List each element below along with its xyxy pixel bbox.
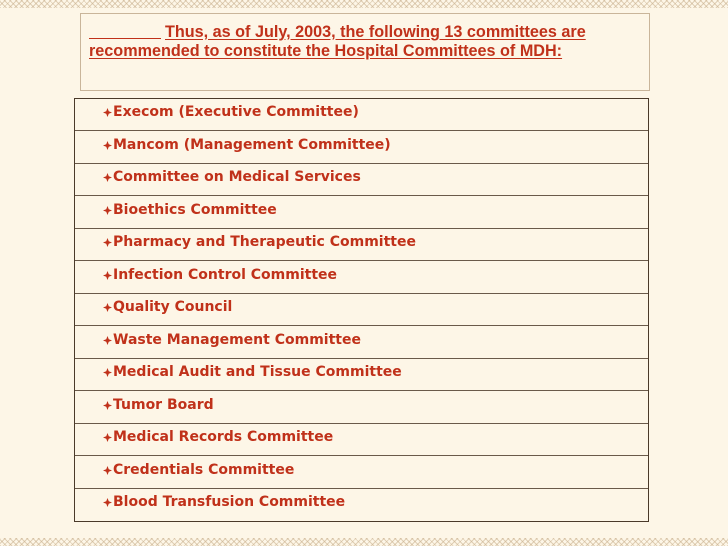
list-item: Execom (Executive Committee): [113, 104, 359, 120]
list-item: Medical Records Committee: [113, 429, 334, 445]
list-item: Pharmacy and Therapeutic Committee: [113, 234, 416, 250]
list-item: Quality Council: [113, 299, 233, 315]
diamond-bullet-icon: [103, 498, 112, 507]
title-indent: [89, 37, 161, 39]
table-row: [75, 457, 648, 489]
table-row: [75, 99, 648, 131]
diamond-bullet-icon: [103, 368, 112, 377]
title-line-1: Thus, as of July, 2003, the following 13 committees are: [165, 23, 586, 41]
table-row: [75, 164, 648, 196]
list-item: Credentials Committee: [113, 461, 295, 478]
table-row: [75, 262, 648, 294]
table-row: [75, 132, 648, 164]
title-box: [80, 13, 650, 91]
page-title: [89, 23, 639, 61]
list-item: Blood Transfusion Committee: [113, 494, 346, 510]
list-item: Tumor Board: [113, 396, 214, 413]
list-item: Bioethics Committee: [113, 201, 277, 218]
list-item: Infection Control Committee: [113, 266, 337, 283]
list-item: Waste Management Committee: [113, 331, 361, 348]
table-row: [75, 229, 648, 261]
table-row: [75, 359, 648, 391]
diamond-bullet-icon: [103, 466, 112, 475]
diamond-bullet-icon: [103, 401, 112, 410]
diamond-bullet-icon: [103, 433, 112, 442]
table-row: [75, 294, 648, 326]
table-row: [75, 197, 648, 229]
table-row: [75, 424, 648, 456]
bottom-pattern-border: [0, 538, 728, 546]
diamond-bullet-icon: [103, 173, 112, 182]
committee-table: [74, 98, 649, 522]
diamond-bullet-icon: [103, 206, 112, 215]
title-line-2: recommended to constitute the Hospital Committees of MDH:: [89, 42, 563, 60]
list-item: Committee on Medical Services: [113, 169, 361, 185]
table-row: [75, 392, 648, 424]
list-item: Medical Audit and Tissue Committee: [113, 364, 402, 380]
diamond-bullet-icon: [103, 336, 112, 345]
table-row: [75, 327, 648, 359]
list-item: Mancom (Management Committee): [113, 136, 391, 153]
diamond-bullet-icon: [103, 303, 112, 312]
diamond-bullet-icon: [103, 271, 112, 280]
top-pattern-border: [0, 0, 728, 8]
diamond-bullet-icon: [103, 108, 112, 117]
diamond-bullet-icon: [103, 238, 112, 247]
table-row: [75, 489, 648, 521]
diamond-bullet-icon: [103, 141, 112, 150]
